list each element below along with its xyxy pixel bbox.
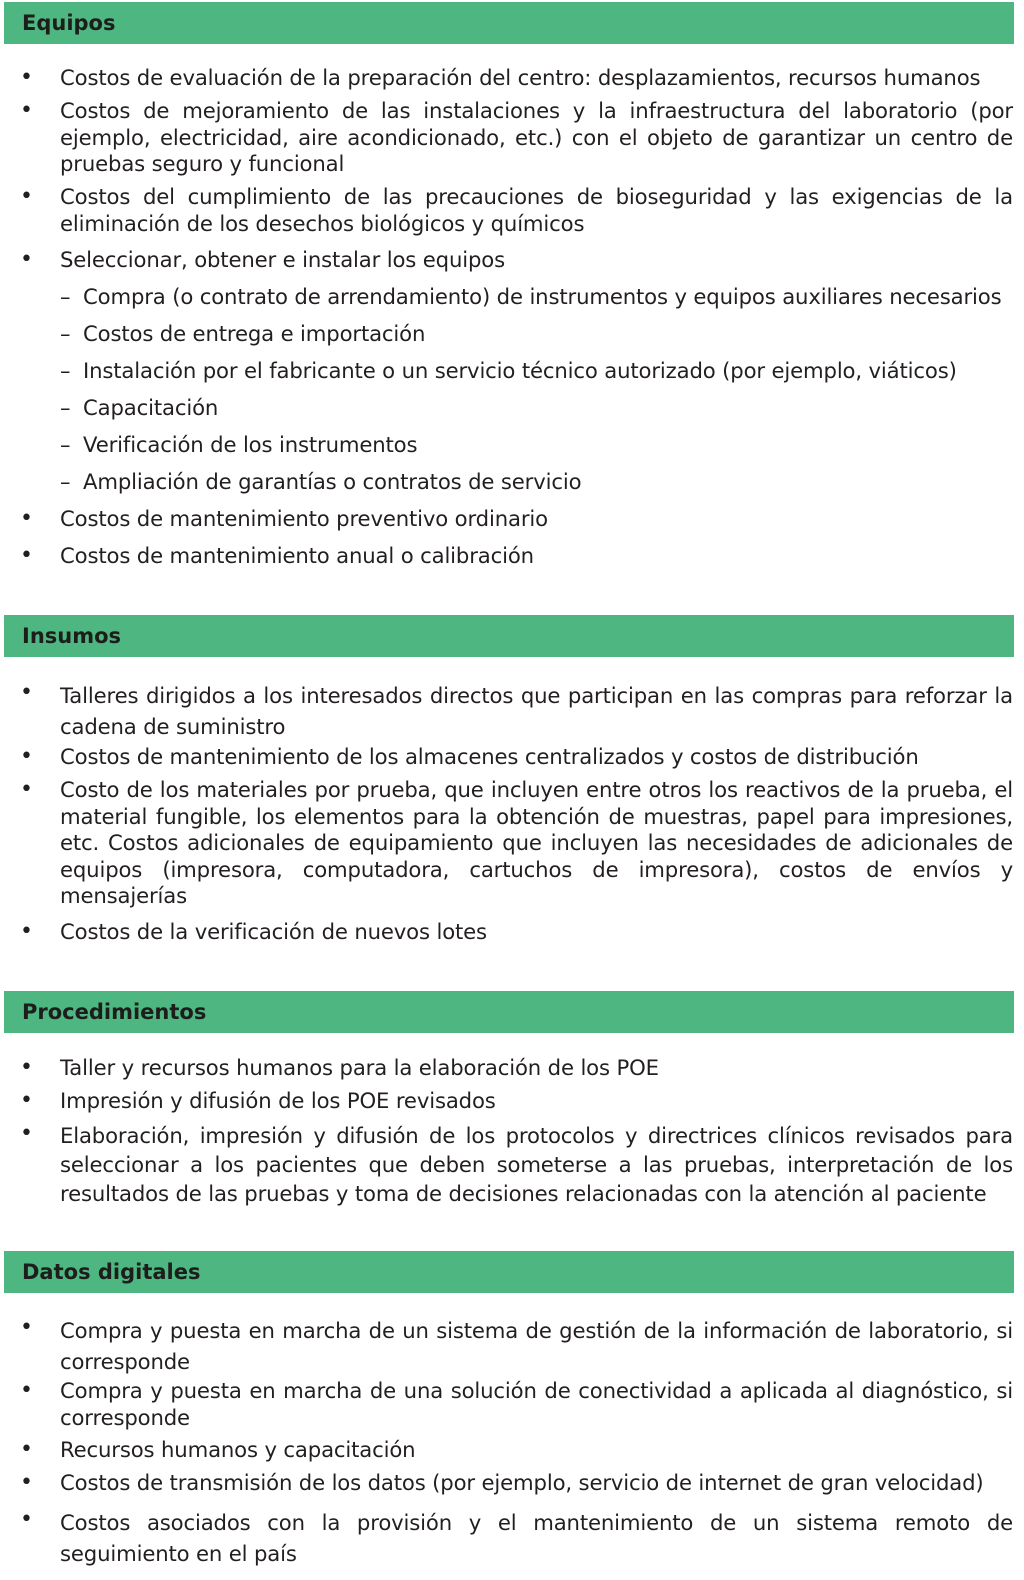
bullet-icon: • [20, 1055, 33, 1080]
list-item-text: Costos de evaluación de la preparación del centro: desplazamientos, recursos humanos [60, 65, 981, 90]
bullet-icon: • [20, 680, 33, 705]
section-header-insumos: Insumos [4, 615, 1014, 657]
bullet-icon: • [20, 1507, 33, 1532]
dash-icon: – [60, 470, 71, 494]
list-item-text: Costos del cumplimiento de las precauciones de bioseguridad y las exigencias de la eliminación de los desechos biológicos y químicos [60, 184, 1013, 236]
section-header-equipos: Equipos [4, 2, 1014, 44]
bullet-icon: • [20, 247, 33, 272]
bullet-icon: • [20, 1437, 33, 1462]
list-item-text: Costo de los materiales por prueba, que incluyen entre otros los reactivos de la prueba, el material fungible, los elementos para la obtención de muestras, papel para impresiones, etc. Costos adicionales de equipamiento que incluyen las necesidades de adicionales de equipos (impresora, computadora, cartuchos de impresora), costos de envíos y mensajerías [60, 777, 1013, 908]
bullet-icon: • [20, 506, 33, 531]
bullet-icon: • [20, 65, 33, 90]
bullet-icon: • [20, 1470, 33, 1495]
list-item-text: Costos de la verificación de nuevos lotes [60, 919, 487, 944]
section-header-datos-digitales: Datos digitales [4, 1251, 1014, 1293]
list-item-text: Costos de mantenimiento anual o calibración [60, 543, 534, 568]
bullet-icon: • [20, 184, 33, 209]
sub-list-item-text: Compra (o contrato de arrendamiento) de instrumentos y equipos auxiliares necesarios [83, 284, 1002, 309]
dash-icon: – [60, 285, 71, 309]
list-item-text: Costos de mejoramiento de las instalaciones y la infraestructura del laboratorio (por ejemplo, electricidad, aire acondicionado, etc.) con el objeto de garantizar un centro de pruebas seguro y funcional [60, 98, 1013, 176]
list-item-text: Costos de mantenimiento de los almacenes centralizados y costos de distribución [60, 744, 919, 769]
list-item-text: Compra y puesta en marcha de una solución de conectividad a aplicada al diagnóstico, si corresponde [60, 1378, 1013, 1430]
dash-icon: – [60, 359, 71, 383]
list-item-text: Seleccionar, obtener e instalar los equipos [60, 247, 505, 272]
list-item-text: Elaboración, impresión y difusión de los protocolos y directrices clínicos revisados para seleccionar a los pacientes que deben someterse a las pruebas, interpretación de los resultados de las pruebas y toma de decisiones relacionadas con la atención al paciente [60, 1123, 1013, 1206]
bullet-icon: • [20, 777, 33, 802]
list-item-text: Costos de mantenimiento preventivo ordinario [60, 506, 548, 531]
bullet-icon: • [20, 1315, 33, 1340]
list-item-text: Taller y recursos humanos para la elaboración de los POE [60, 1055, 659, 1080]
list-item-text: Impresión y difusión de los POE revisados [60, 1088, 496, 1113]
dash-icon: – [60, 322, 71, 346]
sub-list-item-text: Verificación de los instrumentos [83, 432, 418, 457]
list-item-text: Costos asociados con la provisión y el mantenimiento de un sistema remoto de seguimiento en el país [60, 1510, 1013, 1566]
sub-list-item-text: Capacitación [83, 395, 219, 420]
bullet-icon: • [20, 543, 33, 568]
bullet-icon: • [20, 744, 33, 769]
bullet-icon: • [20, 1088, 33, 1113]
section-header-procedimientos: Procedimientos [4, 991, 1014, 1033]
dash-icon: – [60, 433, 71, 457]
sub-list-item-text: Ampliación de garantías o contratos de servicio [83, 469, 582, 494]
sub-list-item-text: Costos de entrega e importación [83, 321, 426, 346]
sub-list-item-text: Instalación por el fabricante o un servicio técnico autorizado (por ejemplo, viáticos) [83, 358, 957, 383]
bullet-icon: • [20, 98, 33, 123]
list-item-text: Talleres dirigidos a los interesados directos que participan en las compras para reforzar la cadena de suministro [60, 683, 1013, 739]
bullet-icon: • [20, 919, 33, 944]
bullet-icon: • [20, 1378, 33, 1403]
dash-icon: – [60, 396, 71, 420]
list-item-text: Costos de transmisión de los datos (por ejemplo, servicio de internet de gran velocidad) [60, 1470, 984, 1495]
bullet-icon: • [20, 1121, 33, 1146]
list-item-text: Compra y puesta en marcha de un sistema de gestión de la información de laboratorio, si corresponde [60, 1318, 1013, 1374]
list-item-text: Recursos humanos y capacitación [60, 1437, 416, 1462]
